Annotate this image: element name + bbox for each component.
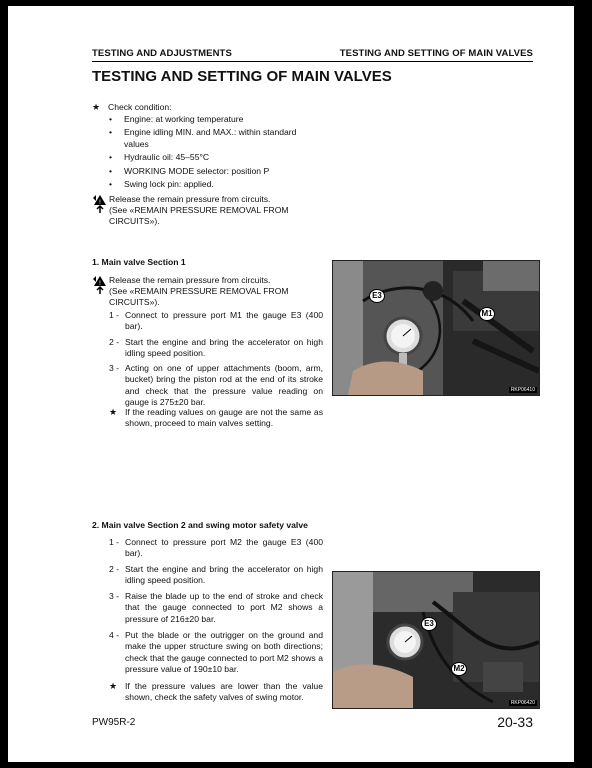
section2-title: 2. Main valve Section 2 and swing motor safety valve [92, 520, 308, 530]
header-topic: TESTING AND SETTING OF MAIN VALVES [339, 48, 533, 59]
section1-warning-see: (See «REMAIN PRESSURE REMOVAL FROM CIRCUITS»). [109, 286, 289, 308]
callout-m2: M2 [451, 662, 467, 676]
footer-model: PW95R-2 [92, 717, 136, 728]
section1-warning-release: Release the remain pressure from circuits. [109, 275, 271, 285]
callout-m1: M1 [479, 307, 495, 321]
manual-page [8, 6, 574, 762]
gauge-photo-illustration [333, 572, 539, 708]
svg-text:!: ! [98, 199, 102, 206]
photo-reference-tag: RKP06420 [510, 700, 535, 706]
warning-icon [92, 275, 108, 295]
list-item: • WORKING MODE selector: position P [108, 166, 322, 177]
section2-step: 2 - Start the engine and bring the accelerator on high idling speed position. [109, 564, 323, 586]
page-title: TESTING AND SETTING OF MAIN VALVES [92, 68, 392, 85]
warning-release-text: Release the remain pressure from circuits. [109, 194, 271, 204]
star-icon: ★ [92, 102, 101, 112]
list-item: • Engine: at working temperature [108, 114, 322, 125]
warning-icon [92, 194, 108, 214]
section1-note: If the reading values on gauge are not the same as shown, proceed to main valves setting. [125, 407, 323, 429]
section1-step: 3 - Acting on one of upper attachments (boom, arm, bucket) bring the piston rod at the end of its stroke and check that the pressure value reading on gauge is 275±20 bar. [109, 363, 323, 408]
header-rule [92, 61, 533, 62]
list-item: • Hydraulic oil: 45–55°C [108, 152, 322, 163]
section1-step: 2 - Start the engine and bring the accelerator on high idling speed position. [109, 337, 323, 359]
section2-step: 4 - Put the blade or the outrigger on the ground and make the upper structure swing on both directions; check that the gauge connected to port M2 shows a pressure value of 190±10 bar. [109, 630, 323, 675]
check-condition-list [108, 114, 322, 190]
callout-e3: E3 [421, 617, 437, 631]
section2-photo [332, 571, 540, 709]
section2-step: 3 - Raise the blade up to the end of stroke and check that the gauge connected to port M2 shows a pressure of 216±20 bar. [109, 591, 323, 624]
header-section: TESTING AND ADJUSTMENTS [92, 48, 232, 59]
section1-photo [332, 260, 540, 396]
gauge-photo-illustration [333, 261, 539, 395]
section1-step: 1 - Connect to pressure port M1 the gauge E3 (400 bar). [109, 310, 323, 332]
photo-reference-tag: RKP06410 [510, 387, 535, 393]
callout-e3: E3 [369, 289, 385, 303]
footer-page-number: 20-33 [497, 714, 533, 730]
warning-see-text: (See «REMAIN PRESSURE REMOVAL FROM CIRCUITS»). [109, 205, 289, 227]
section2-note: If the pressure values are lower than the value shown, check the safety valves of swing motor. [125, 681, 323, 703]
list-item: • Engine idling MIN. and MAX.: within standard values [108, 127, 322, 150]
list-item: • Swing lock pin: applied. [108, 179, 322, 190]
svg-text:!: ! [98, 280, 102, 287]
check-condition-label: Check condition: [108, 102, 172, 112]
section2-step: 1 - Connect to pressure port M2 the gauge E3 (400 bar). [109, 537, 323, 559]
section1-title: 1. Main valve Section 1 [92, 257, 186, 267]
star-icon: ★ [109, 407, 118, 417]
star-icon: ★ [109, 681, 118, 691]
